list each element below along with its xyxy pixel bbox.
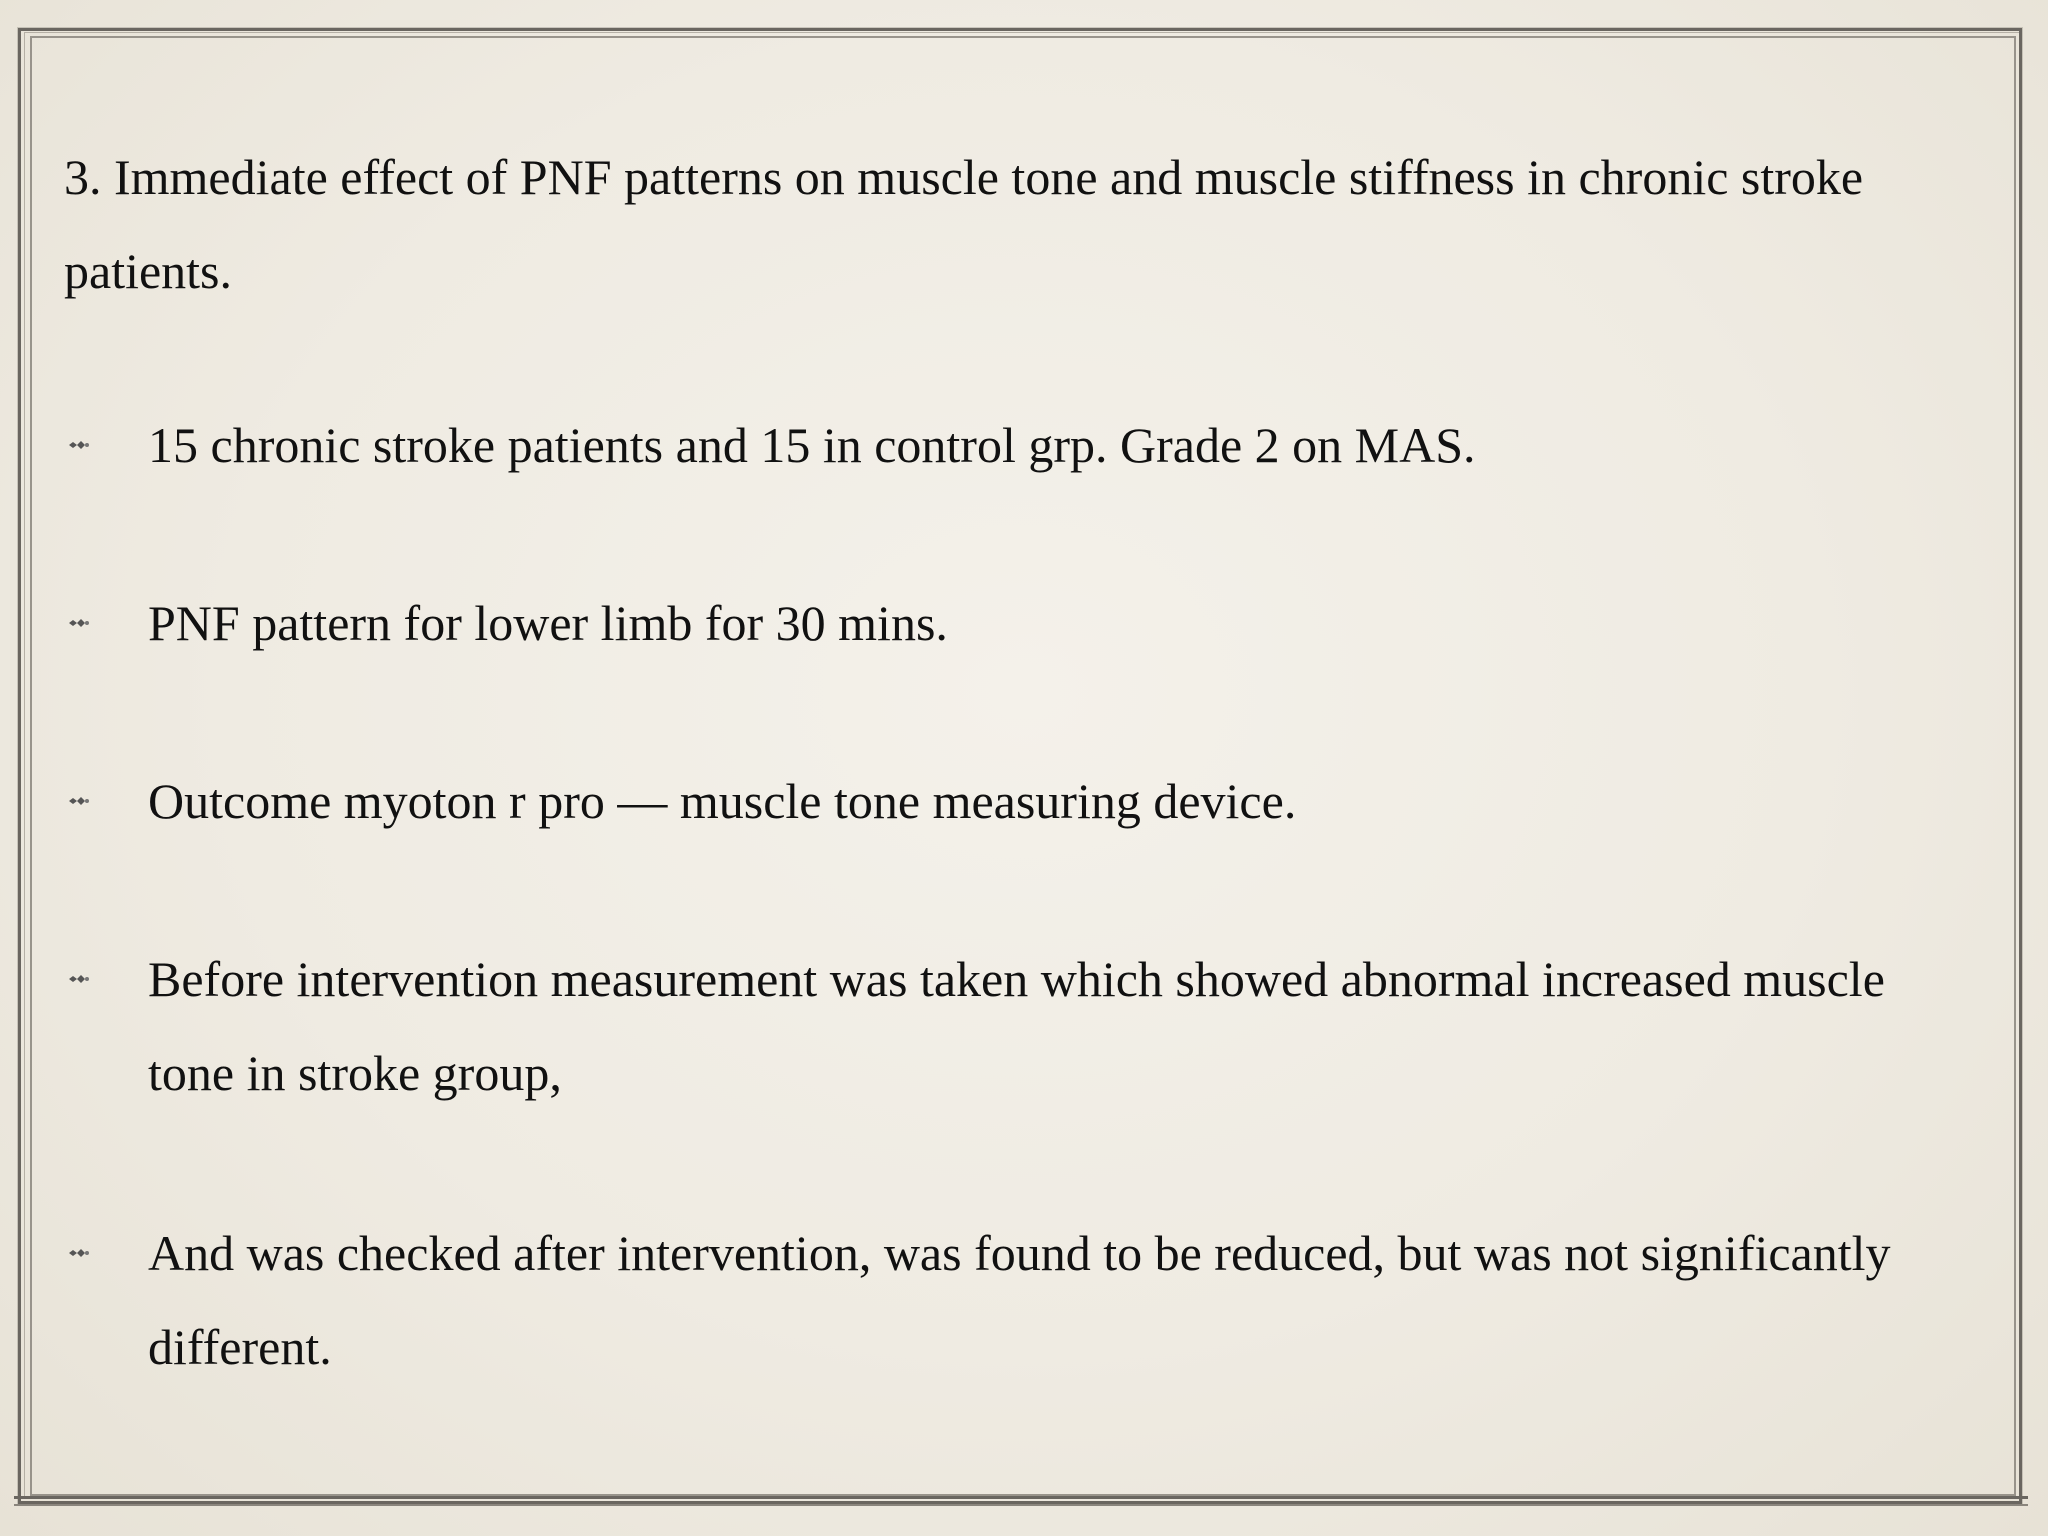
diamond-dot-icon xyxy=(68,616,90,630)
diamond-dot-icon xyxy=(68,972,90,986)
bullet-text: 15 chronic stroke patients and 15 in control grp. Grade 2 on MAS. xyxy=(148,417,1476,473)
bottom-rule xyxy=(14,1496,2028,1499)
bullet-text: PNF pattern for lower limb for 30 mins. xyxy=(148,595,948,651)
slide-heading: 3. Immediate effect of PNF patterns on muscle tone and muscle stiffness in chronic stroke patients. xyxy=(64,149,1864,299)
bullet-text: Before intervention measurement was taken which showed abnormal increased muscle tone in stroke group, xyxy=(148,951,1885,1101)
diamond-dot-icon xyxy=(68,794,90,808)
diamond-dot-icon xyxy=(68,438,90,452)
bottom-rule-secondary xyxy=(14,1504,2028,1506)
diamond-dot-icon xyxy=(68,1246,90,1260)
bullet-text: And was checked after intervention, was found to be reduced, but was not significantly different. xyxy=(148,1225,1891,1375)
slide-content xyxy=(64,130,1964,318)
bullet-text: Outcome myoton r pro — muscle tone measuring device. xyxy=(148,773,1297,829)
